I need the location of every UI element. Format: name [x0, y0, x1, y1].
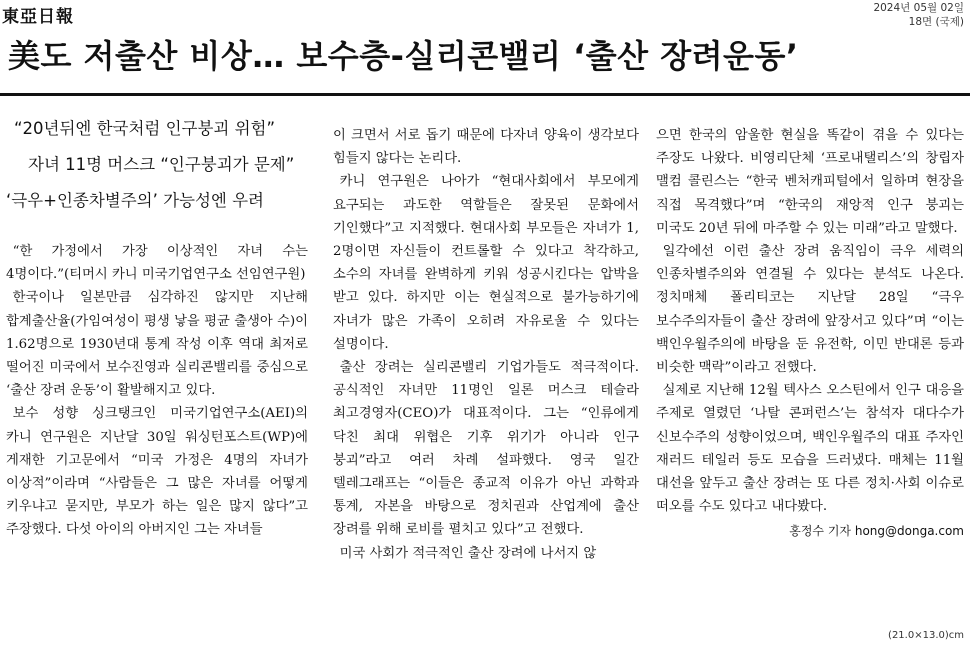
paragraph: 미국 사회가 적극적인 출산 장려에 나서지 않 [339, 545, 597, 561]
paragraph: 실제로 지난해 12월 텍사스 오스틴에서 인구 대응을 주제로 열렸던 ‘나탈 콘퍼런스’는 참석자 대다수가 신보수주의 성향이었으며, 백인우월주의 대표 주자인 재러드 테일러 등도 모습을 드러냈다. 매체는 11월 대선을 앞두고 출산 장려는 또 다른 정치·사회 이슈로 떠오를 수도 있다고 내다봤다. [656, 383, 964, 515]
column-1-body [6, 240, 308, 542]
subheading-3: ‘극우+인종차별주의’ 가능성엔 우려 [6, 191, 264, 210]
column-2 [333, 124, 639, 565]
paragraph: 보수 성향 싱크탱크인 미국기업연구소(AEI)의 카니 연구원은 지난달 30일 워싱턴포스트(WP)에 게재한 기고문에서 “미국 가정은 4명의 자녀가 이상적”이라며 “사람들은 그 많은 자녀를 어떻게 키우냐고 묻지만, 부모가 하는 일은 많지 않다”고 주장했다. 다섯 아이의 아버지인 그는 자녀들 [6, 406, 308, 538]
headline: 美도 저출산 비상… 보수층-실리콘밸리 ‘출산 장려운동’ [8, 37, 799, 75]
subheadings [6, 118, 308, 212]
paragraph: 출산 장려는 실리콘밸리 기업가들도 적극적이다. 공식적인 자녀만 11명인 일론 머스크 테슬라 최고경영자(CEO)가 대표적이다. 그는 “인류에게 닥친 최대 위협은 기후 위기가 아니라 인구 붕괴”라고 여러 차례 설파했다. 영국 일간 텔레그래프는 “이들은 종교적 이유가 아닌 과학과 통계, 자본을 바탕으로 정치권과 산업계에 출산 장려를 위해 로비를 펼치고 있다”고 전했다. [333, 360, 639, 538]
paragraph: 으면 한국의 암울한 현실을 똑같이 겪을 수 있다는 주장도 나왔다. 비영리단체 ‘프로내탤리스’의 창립자 맬컴 콜린스는 “한국 벤처캐피털에서 일하며 현장을 직접 목격했다”며 “한국의 재앙적 인구 붕괴는 미국도 20년 뒤에 마주할 수 있는 미래”라고 말했다. [656, 128, 964, 236]
subheading-1: “20년뒤엔 한국처럼 인구붕괴 위험” [14, 119, 276, 138]
dateline [873, 1, 964, 29]
paragraph: “한 가정에서 가장 이상적인 자녀 수는 4명이다.”(티머시 카니 미국기업연구소 선임연구원) [6, 244, 308, 283]
byline: 홍정수 기자 hong@donga.com [789, 524, 964, 539]
paragraph: 카니 연구원은 나아가 “현대사회에서 부모에게 요구되는 과도한 역할들은 잘못된 문화에서 기인했다”고 지적했다. 현대사회 부모들은 자녀가 1, 2명이면 자신들이 컨트롤할 수 있다고 착각하고, 소수의 자녀를 완벽하게 키워 성공시킨다는 압박을 받고 있다. 하지만 이는 현실적으로 불가능하기에 자녀가 많은 가족이 오히려 자유로울 수 있다는 설명이다. [333, 174, 639, 352]
paragraph: 한국이나 일본만큼 심각하진 않지만 지난해 합계출산율(가임여성이 평생 낳을 평균 출생아 수)이 1.62명으로 1930년대 통계 작성 이후 역대 최저로 떨어진 미국에서 보수진영과 실리콘밸리를 중심으로 ‘출산 장려 운동’이 활발해지고 있다. [6, 290, 308, 399]
subheading-2: 자녀 11명 머스크 “인구붕괴가 문제” [28, 155, 295, 174]
column-3 [656, 124, 964, 544]
publication-date: 2024년 05월 02일 [873, 2, 964, 14]
masthead-logo: 東亞日報 [2, 7, 74, 27]
paragraph: 이 크면서 서로 돕기 때문에 다자녀 양육이 생각보다 힘들지 않다는 논리다. [333, 128, 639, 167]
column-1 [6, 118, 308, 542]
page-info: 18면 (국제) [908, 16, 964, 28]
paragraph: 일각에선 이런 출산 장려 움직임이 극우 세력의 인종차별주의와 연결될 수 있다는 분석도 나온다. 정치매체 폴리티코는 지난달 28일 “극우 보수주의자들이 출산 장려에 앞장서고 있다”며 “이는 백인우월주의에 바탕을 둔 유전학, 이민 반대론 등과 비슷한 맥락”이라고 전했다. [656, 244, 964, 376]
clipping-size-note: (21.0×13.0)cm [888, 630, 964, 641]
headline-divider [0, 93, 970, 96]
